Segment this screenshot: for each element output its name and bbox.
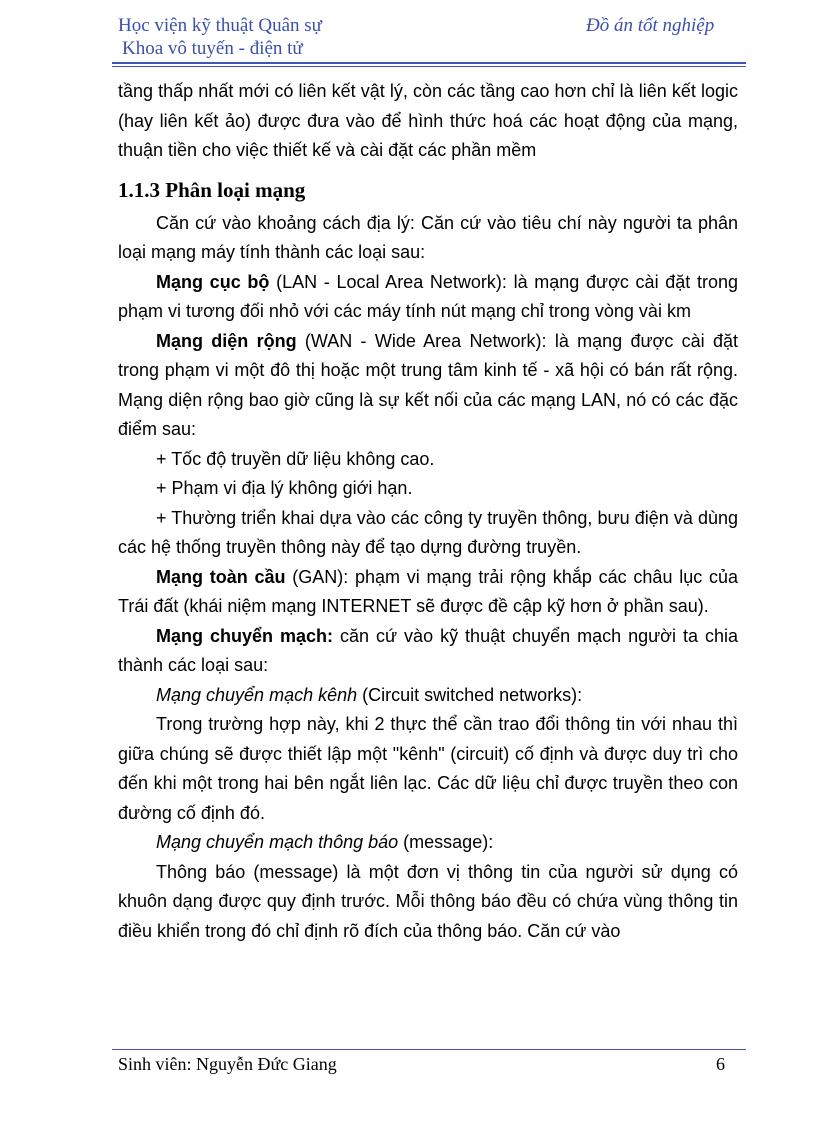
paragraph-lan bbox=[118, 268, 738, 327]
term-gan: Mạng toàn cầu bbox=[156, 566, 286, 587]
paragraph-switching bbox=[118, 622, 738, 681]
header-faculty: Khoa vô tuyến - điện tử bbox=[122, 38, 303, 59]
paragraph-wan bbox=[118, 327, 738, 445]
paragraph-geography: Căn cứ vào khoảng cách địa lý: Căn cứ vào tiêu chí này người ta phân loại mạng máy tính thành các loại sau: bbox=[118, 212, 738, 262]
bullet-scope: + Phạm vi địa lý không giới hạn. bbox=[156, 478, 413, 498]
header-doc-type: Đồ án tốt nghiệp bbox=[586, 15, 715, 36]
paragraph-layers: tầng thấp nhất mới có liên kết vật lý, còn các tầng cao hơn chỉ là liên kết logic (hay liên kết ảo) được đưa vào để hình thức hoá các hoạt động của mạng, thuận tiền cho việc thiết kế và cài đặt các phần mềm bbox=[118, 81, 738, 160]
footer-student: Sinh viên: Nguyễn Đức Giang bbox=[118, 1054, 337, 1074]
term-wan: Mạng diện rộng bbox=[156, 330, 297, 351]
bullet-deployment: + Thường triển khai dựa vào các công ty truyền thông, bưu điện và dùng các hệ thống truyền thông này để tạo dựng đường truyền. bbox=[118, 507, 738, 557]
header-institute: Học viện kỹ thuật Quân sự bbox=[118, 15, 322, 36]
bullet-speed: + Tốc độ truyền dữ liệu không cao. bbox=[156, 448, 435, 469]
term-message: Mạng chuyển mạch thông báo bbox=[156, 832, 399, 852]
paragraph-circuit-title bbox=[118, 681, 738, 711]
text-lan: (LAN - Local Area Network): là mạng được cài đặt trong phạm vi tương đối nhỏ với các máy tính nút mạng chỉ trong vòng vài km bbox=[118, 271, 738, 321]
text-circuit: (Circuit switched networks): bbox=[357, 684, 583, 705]
paragraph-circuit-desc: Trong trường hợp này, khi 2 thực thể cần trao đổi thông tin với nhau thì giữa chúng sẽ được thiết lập một "kênh" (circuit) cố định và được duy trì cho đến khi một trong hai bên ngắt liên lạc. Các dữ liệu chỉ được truyền theo con đường cố định đó. bbox=[118, 714, 738, 823]
term-lan: Mạng cục bộ bbox=[156, 271, 270, 292]
paragraph-message-desc: Thông báo (message) là một đơn vị thông tin của người sử dụng có khuôn dạng được quy định trước. Mỗi thông báo đều có chứa vùng thông tin điều khiển trong đó chỉ định rõ đích của thông báo. Căn cứ vào bbox=[118, 861, 738, 941]
footer-rule bbox=[112, 1049, 746, 1050]
header-rule-thick bbox=[112, 62, 746, 64]
text-message: (message): bbox=[398, 832, 494, 852]
header-left bbox=[118, 14, 322, 60]
text-switching: căn cứ vào kỹ thuật chuyển mạch người ta chia thành các loại sau: bbox=[118, 625, 738, 675]
term-circuit: Mạng chuyển mạch kênh bbox=[156, 684, 358, 705]
page-number: 6 bbox=[716, 1054, 725, 1074]
page-body bbox=[118, 77, 738, 946]
header-rule-thin bbox=[112, 66, 746, 67]
text-gan: (GAN): phạm vi mạng trải rộng khắp các châu lục của Trái đất (khái niệm mạng INTERNET sẽ được đề cập kỹ hơn ở phần sau). bbox=[118, 566, 738, 616]
section-heading: 1.1.3 Phân loại mạng bbox=[118, 177, 306, 202]
text-wan: (WAN - Wide Area Network): là mạng được cài đặt trong phạm vi một đô thị hoặc một trung tâm kinh tế - xã hội có bán rất rộng. Mạng diện rộng bao giờ cũng là sự kết nối của các mạng LAN, nó có các đặc điểm sau: bbox=[118, 330, 738, 439]
paragraph-message-title bbox=[118, 828, 738, 858]
paragraph-gan bbox=[118, 563, 738, 622]
term-switching: Mạng chuyển mạch: bbox=[156, 625, 334, 646]
